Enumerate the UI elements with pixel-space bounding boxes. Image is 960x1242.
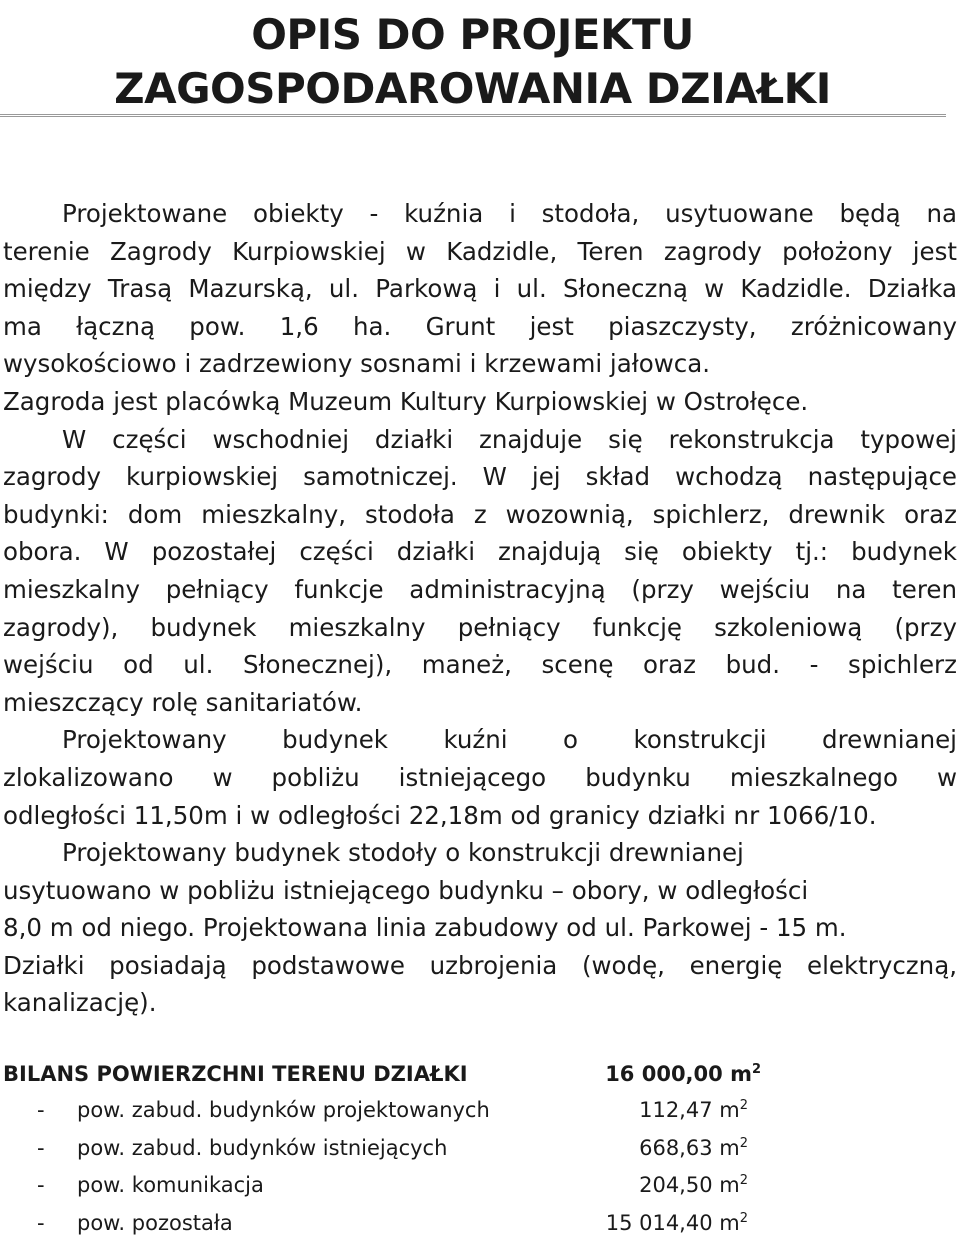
bullet-dash: - [37, 1173, 45, 1197]
paragraph-utilities [3, 947, 957, 1022]
balance-row-label: pow. zabud. budynków istniejących [77, 1136, 447, 1160]
text-line: budynki: dom mieszkalny, stodoła z wozownią, spichlerz, drewnik oraz [3, 496, 957, 534]
bullet-dash: - [37, 1211, 45, 1235]
paragraph-location [3, 195, 957, 383]
text-line: kanalizację). [3, 984, 957, 1022]
text-line: terenie Zagrody Kurpiowskiej w Kadzidle, Teren zagrody położony jest [3, 233, 957, 271]
text-line: mieszkalny pełniący funkcje administracyjną (przy wejściu na teren [3, 571, 957, 609]
text-line: mieszczący rolę sanitariatów. [3, 684, 957, 722]
document-title [0, 8, 945, 116]
title-line-1: OPIS DO PROJEKTU [0, 8, 945, 62]
text-line: wejściu od ul. Słonecznej), maneż, scenę oraz bud. - spichlerz [3, 646, 957, 684]
text-line: wysokościowo i zadrzewiony sosnami i krzewami jałowca. [3, 345, 957, 383]
balance-row [3, 1205, 953, 1242]
text-line: Zagroda jest placówką Muzeum Kultury Kurpiowskiej w Ostrołęce. [3, 383, 957, 421]
balance-total: 16 000,00 $m^2$ [605, 1062, 761, 1086]
description-body [3, 195, 957, 1022]
balance-row-value: 112,47 $m^2$ [639, 1098, 748, 1122]
bullet-dash: - [37, 1098, 45, 1122]
text-line: Działki posiadają podstawowe uzbrojenia (wodę, energię elektryczną, [3, 947, 957, 985]
balance-row [3, 1167, 953, 1205]
text-line: zlokalizowano w pobliżu istniejącego budynku mieszkalnego w [3, 759, 957, 797]
text-line: usytuowano w pobliżu istniejącego budynku – obory, w odległości [3, 872, 957, 910]
text-line: 8,0 m od niego. Projektowana linia zabudowy od ul. Parkowej - 15 m. [3, 909, 957, 947]
text-line: obora. W pozostałej części działki znajdują się obiekty tj.: budynek [3, 533, 957, 571]
balance-row-label: pow. pozostała [77, 1211, 233, 1235]
balance-heading: BILANS POWIERZCHNI TERENU DZIAŁKI [3, 1062, 468, 1086]
paragraph-forge [3, 721, 957, 834]
text-line: Projektowany budynek kuźni o konstrukcji drewnianej [3, 721, 957, 759]
balance-heading-row [3, 1058, 953, 1092]
title-divider [0, 114, 946, 117]
balance-row-value: 668,63 $m^2$ [639, 1136, 748, 1160]
text-line: ma łączną pow. 1,6 ha. Grunt jest piaszczysty, zróżnicowany [3, 308, 957, 346]
text-line: między Trasą Mazurską, ul. Parkową i ul. Słoneczną w Kadzidle. Działka [3, 270, 957, 308]
text-line: odległości 11,50m i w odległości 22,18m od granicy działki nr 1066/10. [3, 797, 957, 835]
paragraph-museum [3, 383, 957, 421]
paragraph-existing-buildings [3, 421, 957, 722]
balance-row-label: pow. komunikacja [77, 1173, 264, 1197]
balance-row-value: 204,50 $m^2$ [639, 1173, 748, 1197]
text-line: W części wschodniej działki znajduje się rekonstrukcja typowej [3, 421, 957, 459]
balance-row [3, 1092, 953, 1130]
text-line: Projektowany budynek stodoły o konstrukcji drewnianej [3, 834, 957, 872]
text-line: Projektowane obiekty - kuźnia i stodoła, usytuowane będą na [3, 195, 957, 233]
bullet-dash: - [37, 1136, 45, 1160]
balance-row [3, 1130, 953, 1168]
text-line: zagrody), budynek mieszkalny pełniący funkcję szkoleniową (przy [3, 609, 957, 647]
area-balance [3, 1058, 953, 1242]
text-line: zagrody kurpiowskiej samotniczej. W jej skład wchodzą następujące [3, 458, 957, 496]
title-line-2: ZAGOSPODAROWANIA DZIAŁKI [0, 62, 945, 116]
paragraph-barn [3, 834, 957, 947]
balance-row-label: pow. zabud. budynków projektowanych [77, 1098, 490, 1122]
balance-row-value: 15 014,40 $m^2$ [606, 1211, 748, 1235]
